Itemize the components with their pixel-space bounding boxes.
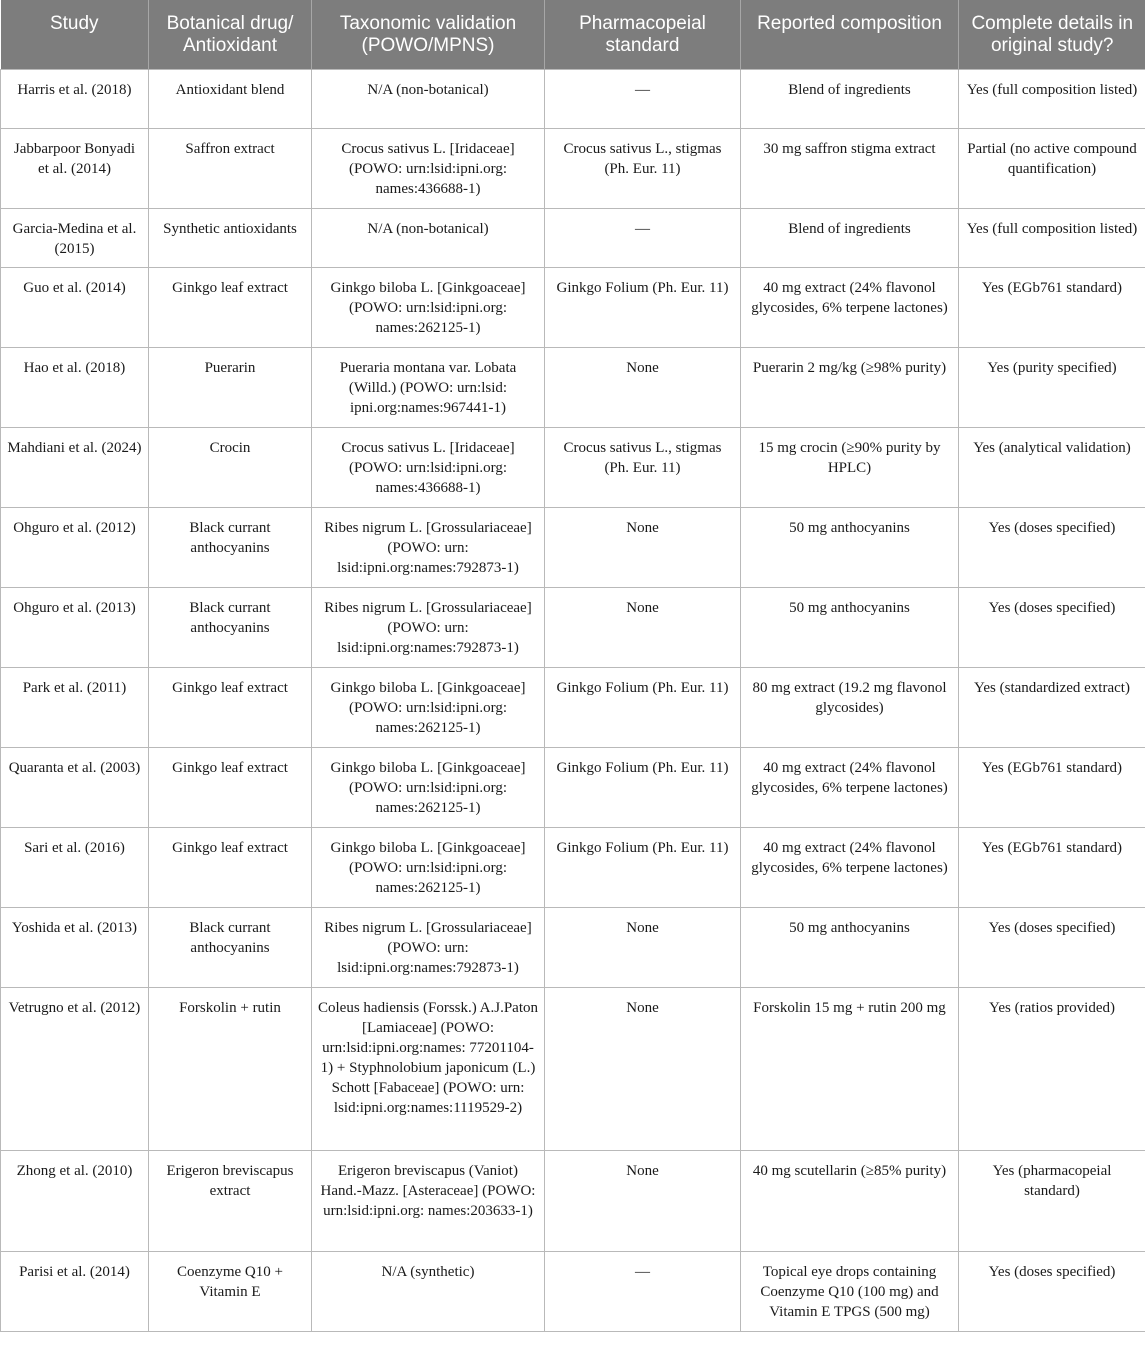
header-reported-composition: Reported composition xyxy=(741,0,959,70)
cell-study: Parisi et al. (2014) xyxy=(1,1252,149,1332)
cell-details: Yes (EGb761 standard) xyxy=(959,268,1145,348)
table-row xyxy=(1,1252,1145,1332)
cell-study: Zhong et al. (2010) xyxy=(1,1151,149,1252)
cell-botanical: Coenzyme Q10 + Vitamin E xyxy=(149,1252,312,1332)
cell-composition: Topical eye drops containing Coenzyme Q10 (100 mg) and Vitamin E TPGS (500 mg) xyxy=(741,1252,959,1332)
table-header xyxy=(1,0,1145,70)
cell-study: Quaranta et al. (2003) xyxy=(1,748,149,828)
cell-pharmacopeia: None xyxy=(545,1151,741,1252)
cell-study: Yoshida et al. (2013) xyxy=(1,908,149,988)
cell-botanical: Erigeron breviscapus extract xyxy=(149,1151,312,1252)
cell-details: Yes (EGb761 standard) xyxy=(959,828,1145,908)
cell-composition: 40 mg scutellarin (≥85% purity) xyxy=(741,1151,959,1252)
cell-pharmacopeia: Ginkgo Folium (Ph. Eur. 11) xyxy=(545,268,741,348)
cell-taxonomy: Erigeron breviscapus (Vaniot) Hand.-Mazz. [Asteraceae] (POWO: urn:lsid:ipni.org: names:203633-1) xyxy=(312,1151,545,1252)
cell-taxonomy: Ribes nigrum L. [Grossulariaceae] (POWO: urn: lsid:ipni.org:names:792873-1) xyxy=(312,908,545,988)
cell-composition: 30 mg saffron stigma extract xyxy=(741,129,959,209)
cell-details: Yes (standardized extract) xyxy=(959,668,1145,748)
table-row xyxy=(1,988,1145,1151)
header-row xyxy=(1,0,1145,70)
table-row xyxy=(1,508,1145,588)
cell-taxonomy: Ribes nigrum L. [Grossulariaceae] (POWO: urn: lsid:ipni.org:names:792873-1) xyxy=(312,508,545,588)
cell-details: Yes (ratios provided) xyxy=(959,988,1145,1151)
cell-composition: Puerarin 2 mg/kg (≥98% purity) xyxy=(741,348,959,428)
cell-composition: 50 mg anthocyanins xyxy=(741,588,959,668)
cell-pharmacopeia: — xyxy=(545,1252,741,1332)
cell-composition: 40 mg extract (24% flavonol glycosides, 6% terpene lactones) xyxy=(741,828,959,908)
cell-botanical: Antioxidant blend xyxy=(149,70,312,129)
cell-taxonomy: Ginkgo biloba L. [Ginkgoaceae] (POWO: urn:lsid:ipni.org: names:262125-1) xyxy=(312,748,545,828)
table-row xyxy=(1,129,1145,209)
cell-botanical: Saffron extract xyxy=(149,129,312,209)
cell-botanical: Ginkgo leaf extract xyxy=(149,268,312,348)
cell-study: Sari et al. (2016) xyxy=(1,828,149,908)
cell-pharmacopeia: — xyxy=(545,209,741,268)
cell-taxonomy: Coleus hadiensis (Forssk.) A.J.Paton [Lamiaceae] (POWO: urn:lsid:ipni.org:names: 77201104-1) + Styphnolobium japonicum (L.) Schott [Fabaceae] (POWO: urn: lsid:ipni.org:names:1119529-2) xyxy=(312,988,545,1151)
cell-botanical: Puerarin xyxy=(149,348,312,428)
cell-details: Yes (purity specified) xyxy=(959,348,1145,428)
cell-taxonomy: N/A (synthetic) xyxy=(312,1252,545,1332)
cell-pharmacopeia: Ginkgo Folium (Ph. Eur. 11) xyxy=(545,668,741,748)
cell-details: Yes (analytical validation) xyxy=(959,428,1145,508)
cell-details: Yes (full composition listed) xyxy=(959,70,1145,129)
cell-pharmacopeia: Crocus sativus L., stigmas (Ph. Eur. 11) xyxy=(545,428,741,508)
cell-botanical: Forskolin + rutin xyxy=(149,988,312,1151)
cell-study: Mahdiani et al. (2024) xyxy=(1,428,149,508)
cell-taxonomy: Pueraria montana var. Lobata (Willd.) (POWO: urn:lsid: ipni.org:names:967441-1) xyxy=(312,348,545,428)
cell-composition: 15 mg crocin (≥90% purity by HPLC) xyxy=(741,428,959,508)
cell-pharmacopeia: Crocus sativus L., stigmas (Ph. Eur. 11) xyxy=(545,129,741,209)
cell-details: Yes (doses specified) xyxy=(959,1252,1145,1332)
cell-details: Yes (doses specified) xyxy=(959,908,1145,988)
header-botanical-drug: Botanical drug/ Antioxidant xyxy=(149,0,312,70)
header-pharmacopeial-standard: Pharmacopeial standard xyxy=(545,0,741,70)
cell-pharmacopeia: None xyxy=(545,908,741,988)
table-row xyxy=(1,1151,1145,1252)
cell-composition: 40 mg extract (24% flavonol glycosides, 6% terpene lactones) xyxy=(741,268,959,348)
table-row xyxy=(1,668,1145,748)
cell-botanical: Black currant anthocyanins xyxy=(149,908,312,988)
cell-study: Garcia-Medina et al. (2015) xyxy=(1,209,149,268)
cell-botanical: Ginkgo leaf extract xyxy=(149,828,312,908)
table-row xyxy=(1,908,1145,988)
cell-study: Guo et al. (2014) xyxy=(1,268,149,348)
cell-taxonomy: N/A (non-botanical) xyxy=(312,70,545,129)
cell-details: Yes (pharmacopeial standard) xyxy=(959,1151,1145,1252)
cell-botanical: Black currant anthocyanins xyxy=(149,588,312,668)
table-row xyxy=(1,428,1145,508)
cell-composition: 50 mg anthocyanins xyxy=(741,908,959,988)
cell-taxonomy: Crocus sativus L. [Iridaceae] (POWO: urn:lsid:ipni.org: names:436688-1) xyxy=(312,428,545,508)
header-study: Study xyxy=(1,0,149,70)
table-row xyxy=(1,348,1145,428)
cell-taxonomy: N/A (non-botanical) xyxy=(312,209,545,268)
cell-study: Jabbarpoor Bonyadi et al. (2014) xyxy=(1,129,149,209)
cell-taxonomy: Ginkgo biloba L. [Ginkgoaceae] (POWO: urn:lsid:ipni.org: names:262125-1) xyxy=(312,668,545,748)
cell-botanical: Ginkgo leaf extract xyxy=(149,748,312,828)
cell-details: Partial (no active compound quantification) xyxy=(959,129,1145,209)
cell-botanical: Crocin xyxy=(149,428,312,508)
cell-study: Vetrugno et al. (2012) xyxy=(1,988,149,1151)
cell-composition: 80 mg extract (19.2 mg flavonol glycosides) xyxy=(741,668,959,748)
table-row xyxy=(1,70,1145,129)
cell-taxonomy: Ginkgo biloba L. [Ginkgoaceae] (POWO: urn:lsid:ipni.org: names:262125-1) xyxy=(312,268,545,348)
cell-details: Yes (doses specified) xyxy=(959,508,1145,588)
cell-taxonomy: Crocus sativus L. [Iridaceae] (POWO: urn:lsid:ipni.org: names:436688-1) xyxy=(312,129,545,209)
cell-pharmacopeia: Ginkgo Folium (Ph. Eur. 11) xyxy=(545,828,741,908)
cell-taxonomy: Ginkgo biloba L. [Ginkgoaceae] (POWO: urn:lsid:ipni.org: names:262125-1) xyxy=(312,828,545,908)
table-row xyxy=(1,828,1145,908)
cell-composition: 40 mg extract (24% flavonol glycosides, 6% terpene lactones) xyxy=(741,748,959,828)
cell-pharmacopeia: None xyxy=(545,348,741,428)
cell-study: Ohguro et al. (2012) xyxy=(1,508,149,588)
cell-details: Yes (full composition listed) xyxy=(959,209,1145,268)
table-row xyxy=(1,209,1145,268)
cell-pharmacopeia: None xyxy=(545,988,741,1151)
table-row xyxy=(1,748,1145,828)
cell-study: Ohguro et al. (2013) xyxy=(1,588,149,668)
cell-composition: Blend of ingredients xyxy=(741,70,959,129)
cell-botanical: Synthetic antioxidants xyxy=(149,209,312,268)
cell-composition: Forskolin 15 mg + rutin 200 mg xyxy=(741,988,959,1151)
cell-pharmacopeia: None xyxy=(545,588,741,668)
cell-pharmacopeia: — xyxy=(545,70,741,129)
header-taxonomic-validation: Taxonomic validation (POWO/MPNS) xyxy=(312,0,545,70)
cell-botanical: Black currant anthocyanins xyxy=(149,508,312,588)
cell-details: Yes (EGb761 standard) xyxy=(959,748,1145,828)
cell-details: Yes (doses specified) xyxy=(959,588,1145,668)
table-body xyxy=(1,70,1145,1332)
table-row xyxy=(1,268,1145,348)
header-complete-details: Complete details in original study? xyxy=(959,0,1145,70)
cell-study: Harris et al. (2018) xyxy=(1,70,149,129)
cell-composition: 50 mg anthocyanins xyxy=(741,508,959,588)
table-row xyxy=(1,588,1145,668)
cell-composition: Blend of ingredients xyxy=(741,209,959,268)
cell-taxonomy: Ribes nigrum L. [Grossulariaceae] (POWO: urn: lsid:ipni.org:names:792873-1) xyxy=(312,588,545,668)
cell-study: Park et al. (2011) xyxy=(1,668,149,748)
cell-pharmacopeia: None xyxy=(545,508,741,588)
cell-pharmacopeia: Ginkgo Folium (Ph. Eur. 11) xyxy=(545,748,741,828)
cell-study: Hao et al. (2018) xyxy=(1,348,149,428)
cell-botanical: Ginkgo leaf extract xyxy=(149,668,312,748)
